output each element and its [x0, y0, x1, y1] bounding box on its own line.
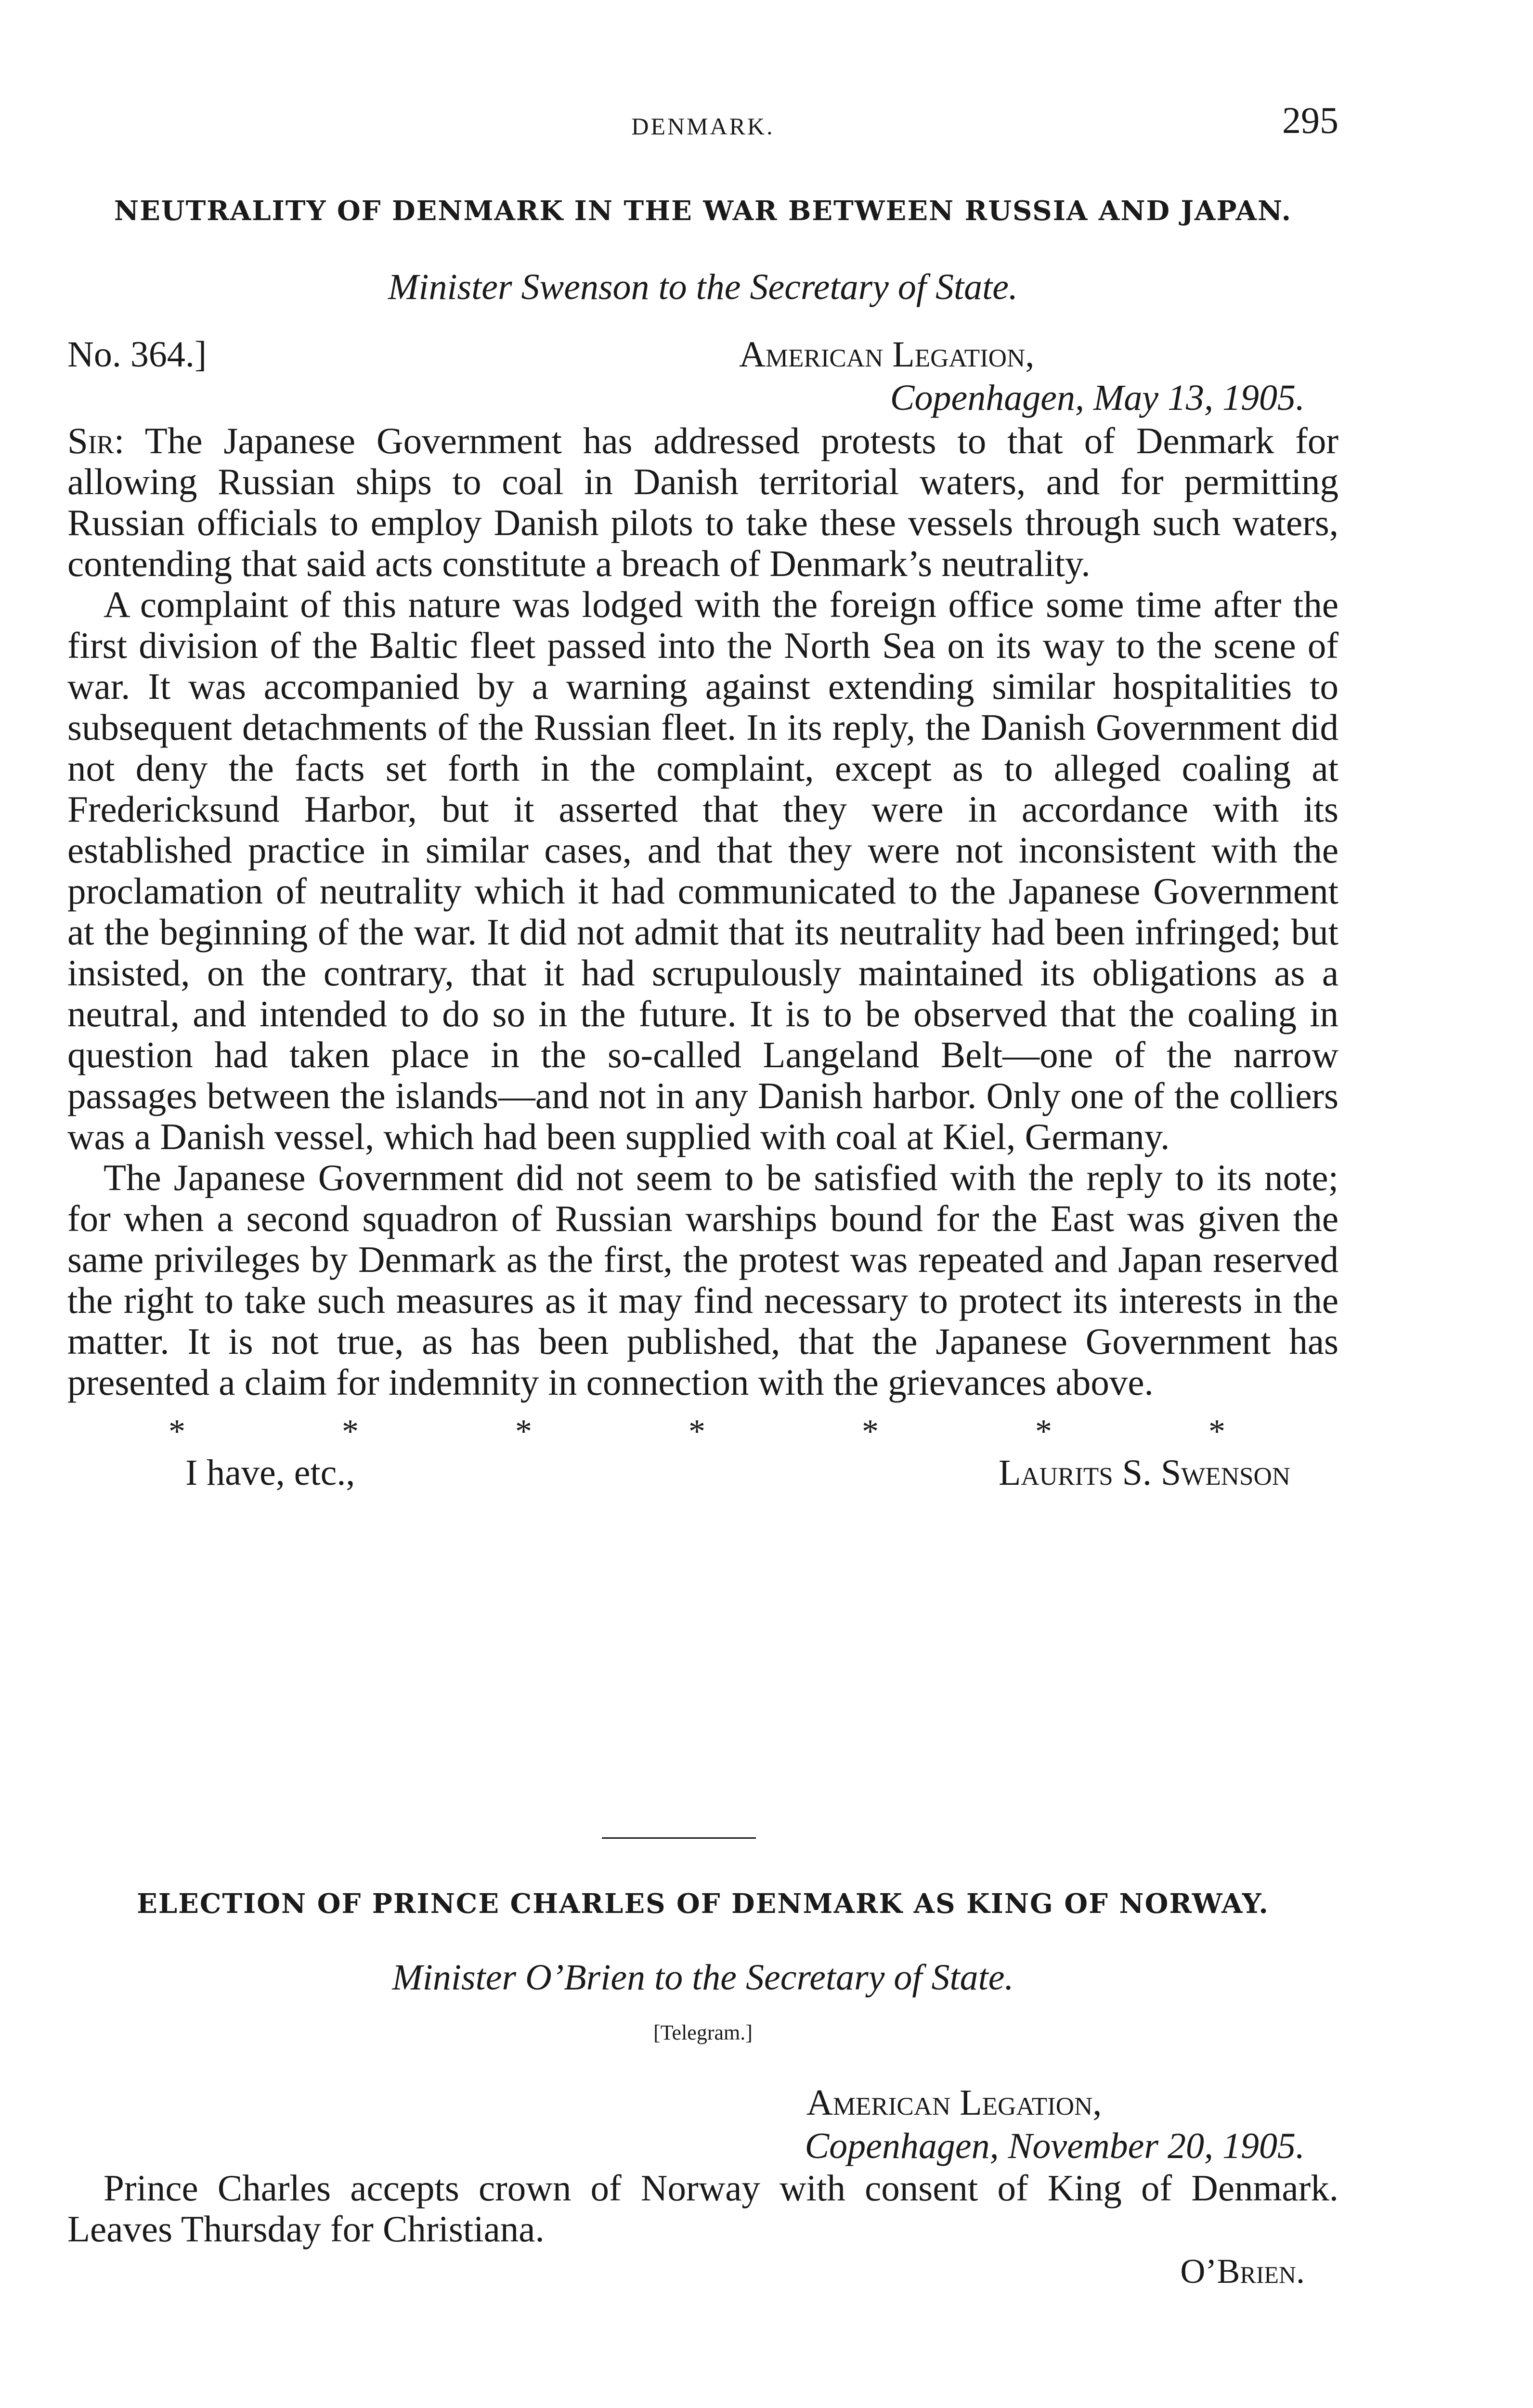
- legation-name: American Legation,: [806, 2082, 1102, 2123]
- dateline: Copenhagen, May 13, 1905.: [890, 378, 1305, 418]
- article-neutrality: [67, 190, 1338, 1494]
- dateline: Copenhagen, November 20, 1905.: [805, 2126, 1305, 2166]
- asterisk: *: [342, 1413, 359, 1450]
- running-head: DENMARK.: [631, 113, 775, 140]
- legation-name: American Legation,: [739, 334, 1035, 375]
- body-paragraph: Prince Charles accepts crown of Norway with consent of King of Denmark. Leaves Thursday for Christiana.: [67, 2167, 1338, 2250]
- article-title: ELECTION OF PRINCE CHARLES OF DENMARK AS KING OF NORWAY.: [137, 1888, 1269, 1920]
- asterisk: *: [1208, 1413, 1225, 1450]
- body-paragraph: [67, 420, 1338, 584]
- dispatch-heading: [67, 333, 1338, 376]
- telegram-label: [Telegram.]: [653, 2021, 753, 2044]
- signature: O’Brien.: [1180, 2252, 1305, 2290]
- asterisk: *: [515, 1413, 532, 1450]
- closing: I have, etc.,: [185, 1453, 355, 1493]
- article-election: [67, 1883, 1338, 2293]
- dispatch-heading: [67, 2081, 1338, 2124]
- asterisk: *: [689, 1413, 705, 1450]
- page-number: 295: [1282, 99, 1338, 141]
- body-paragraph: A complaint of this nature was lodged with the foreign office some time after the first division of the Baltic fleet passed into the North Sea on its way to the scene of war. It was accompanied by a warning against extending similar hospitalities to subsequent detachments of the Russian fleet. In its reply, the Danish Government did not deny the facts set forth in the complaint, except as to alleged coaling at Fredericksund Harbor, but it asserted that they were in accordance with its established practice in similar cases, and that they were not inconsistent with the proclamation of neutrality which it had communicated to the Japanese Government at the beginning of the war. It did not admit that its neutrality had been infringed; but insisted, on the contrary, that it had scrupulously maintained its obligations as a neutral, and intended to do so in the future. It is to be observed that the coaling in question had taken place in the so-called Langeland Belt—one of the narrow passages between the islands—and not in any Danish harbor. Only one of the colliers was a Danish vessel, which had been supplied with coal at Kiel, Germany.: [67, 584, 1338, 1157]
- section-divider: [602, 1837, 756, 1839]
- closing-row: [67, 1451, 1338, 1494]
- asterisk: *: [862, 1413, 879, 1450]
- article-title: NEUTRALITY OF DENMARK IN THE WAR BETWEEN RUSSIA AND JAPAN.: [114, 195, 1292, 227]
- asterisk: *: [1035, 1413, 1052, 1450]
- body-paragraph: The Japanese Government did not seem to be satisfied with the reply to its note; for when a second squadron of Russian warships bound for the East was given the same privileges by Denmark as the first, the protest was repeated and Japan reserved the right to take such measures as it may find necessary to protect its interests in the matter. It is not true, as has been published, that the Japanese Government has presented a claim for indemnity in connection with the grievances above.: [67, 1157, 1338, 1403]
- page-header: [67, 99, 1338, 142]
- article-byline: Minister Swenson to the Secretary of State.: [388, 267, 1018, 307]
- omission-asterisks: [67, 1413, 1338, 1451]
- article-byline: Minister O’Brien to the Secretary of State.: [392, 1957, 1014, 1998]
- signature: Laurits S. Swenson: [998, 1453, 1290, 1493]
- asterisk: *: [169, 1413, 185, 1450]
- salutation: Sir:: [67, 420, 125, 461]
- document-number: No. 364.]: [67, 334, 207, 375]
- paragraph-text: The Japanese Government has addressed protests to that of Denmark for allowing Russian ships to coal in Danish territorial waters, and for permitting Russian officials to employ Danish pilots to take these vessels through such waters, contending that said acts constitute a breach of Denmark’s neutrality.: [67, 420, 1338, 584]
